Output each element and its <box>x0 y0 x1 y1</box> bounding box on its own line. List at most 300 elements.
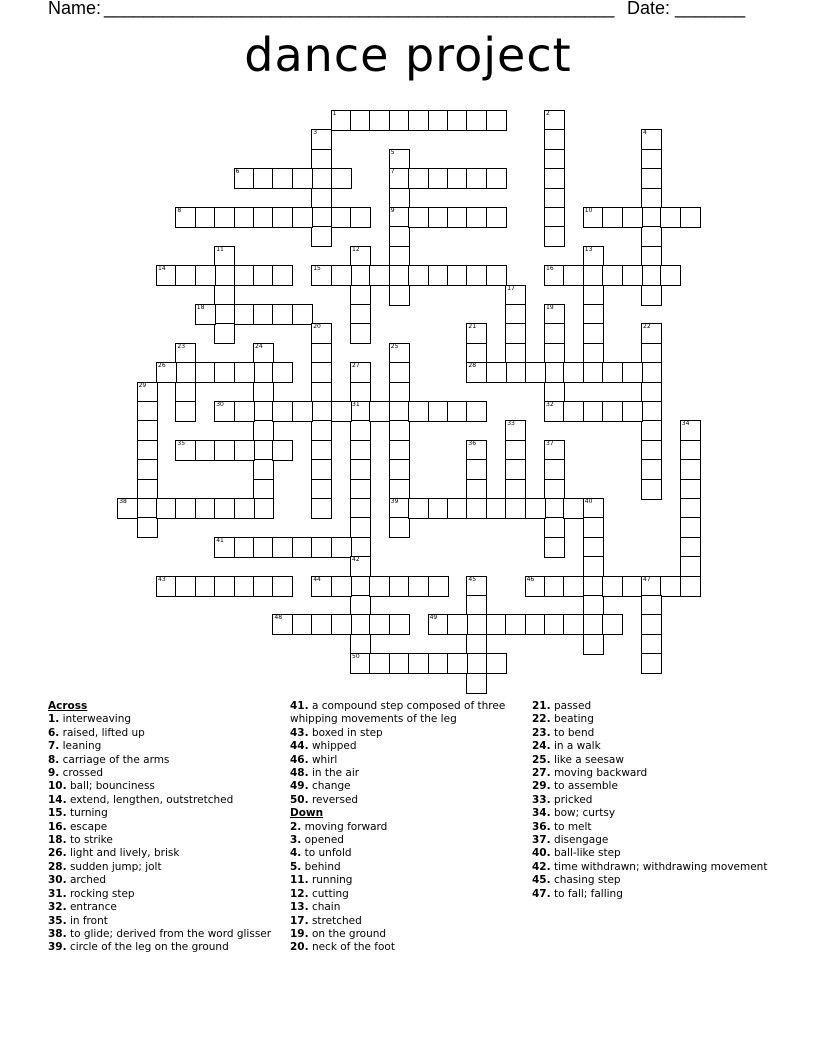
grid-cell[interactable] <box>641 246 662 267</box>
grid-cell[interactable] <box>195 362 216 383</box>
grid-cell[interactable] <box>389 498 410 519</box>
grid-cell[interactable] <box>641 265 662 286</box>
grid-cell[interactable] <box>311 129 332 150</box>
grid-cell[interactable] <box>137 382 158 403</box>
grid-cell[interactable] <box>563 576 584 597</box>
grid-cell[interactable] <box>680 207 701 228</box>
grid-cell[interactable] <box>272 401 293 422</box>
grid-cell[interactable] <box>311 401 332 422</box>
grid-cell[interactable] <box>486 362 507 383</box>
grid-cell[interactable] <box>641 207 662 228</box>
grid-cell[interactable] <box>350 246 371 267</box>
grid-cell[interactable] <box>350 401 371 422</box>
grid-cell[interactable] <box>331 614 352 635</box>
grid-cell[interactable] <box>466 323 487 344</box>
grid-cell[interactable] <box>525 362 546 383</box>
grid-cell[interactable] <box>175 576 196 597</box>
grid-cell[interactable] <box>583 285 604 306</box>
grid-cell[interactable] <box>680 420 701 441</box>
grid-cell[interactable] <box>311 537 332 558</box>
grid-cell[interactable] <box>680 556 701 577</box>
grid-cell[interactable] <box>641 479 662 500</box>
grid-cell[interactable] <box>525 498 546 519</box>
grid-cell[interactable] <box>156 265 177 286</box>
grid-cell[interactable] <box>311 576 332 597</box>
grid-cell[interactable] <box>544 459 565 480</box>
grid-cell[interactable] <box>602 614 623 635</box>
grid-cell[interactable] <box>137 401 158 422</box>
grid-cell[interactable] <box>350 459 371 480</box>
grid-cell[interactable] <box>641 129 662 150</box>
grid-cell[interactable] <box>253 382 274 403</box>
grid-cell[interactable] <box>583 207 604 228</box>
grid-cell[interactable] <box>486 207 507 228</box>
grid-cell[interactable] <box>350 576 371 597</box>
grid-cell[interactable] <box>563 614 584 635</box>
grid-cell[interactable] <box>311 420 332 441</box>
grid-cell[interactable] <box>389 459 410 480</box>
grid-cell[interactable] <box>331 576 352 597</box>
grid-cell[interactable] <box>583 498 604 519</box>
grid-cell[interactable] <box>253 498 274 519</box>
grid-cell[interactable] <box>311 323 332 344</box>
grid-cell[interactable] <box>234 168 255 189</box>
grid-cell[interactable] <box>641 168 662 189</box>
grid-cell[interactable] <box>272 440 293 461</box>
grid-cell[interactable] <box>583 323 604 344</box>
grid-cell[interactable] <box>680 576 701 597</box>
grid-cell[interactable] <box>389 207 410 228</box>
grid-cell[interactable] <box>350 537 371 558</box>
grid-cell[interactable] <box>311 479 332 500</box>
grid-cell[interactable] <box>292 168 313 189</box>
grid-cell[interactable] <box>505 362 526 383</box>
grid-cell[interactable] <box>466 362 487 383</box>
grid-cell[interactable] <box>583 595 604 616</box>
grid-cell[interactable] <box>680 498 701 519</box>
grid-cell[interactable] <box>641 653 662 674</box>
grid-cell[interactable] <box>466 207 487 228</box>
grid-cell[interactable] <box>447 498 468 519</box>
grid-cell[interactable] <box>544 129 565 150</box>
grid-cell[interactable] <box>466 401 487 422</box>
grid-cell[interactable] <box>641 285 662 306</box>
grid-cell[interactable] <box>602 401 623 422</box>
grid-cell[interactable] <box>389 149 410 170</box>
grid-cell[interactable] <box>544 362 565 383</box>
grid-cell[interactable] <box>253 304 274 325</box>
grid-cell[interactable] <box>641 343 662 364</box>
grid-cell[interactable] <box>583 343 604 364</box>
grid-cell[interactable] <box>408 653 429 674</box>
grid-cell[interactable] <box>350 382 371 403</box>
grid-cell[interactable] <box>389 362 410 383</box>
grid-cell[interactable] <box>331 265 352 286</box>
grid-cell[interactable] <box>389 382 410 403</box>
grid-cell[interactable] <box>641 149 662 170</box>
grid-cell[interactable] <box>466 673 487 694</box>
grid-cell[interactable] <box>389 479 410 500</box>
grid-cell[interactable] <box>641 323 662 344</box>
grid-cell[interactable] <box>214 285 235 306</box>
grid-cell[interactable] <box>428 498 449 519</box>
grid-cell[interactable] <box>195 265 216 286</box>
grid-cell[interactable] <box>447 614 468 635</box>
grid-cell[interactable] <box>311 343 332 364</box>
grid-cell[interactable] <box>389 265 410 286</box>
grid-cell[interactable] <box>389 653 410 674</box>
grid-cell[interactable] <box>137 459 158 480</box>
grid-cell[interactable] <box>389 246 410 267</box>
grid-cell[interactable] <box>641 362 662 383</box>
grid-cell[interactable] <box>583 246 604 267</box>
grid-cell[interactable] <box>311 459 332 480</box>
grid-cell[interactable] <box>641 188 662 209</box>
grid-cell[interactable] <box>447 265 468 286</box>
grid-cell[interactable] <box>311 168 332 189</box>
date-line[interactable]: _______ <box>675 0 746 18</box>
grid-cell[interactable] <box>544 149 565 170</box>
grid-cell[interactable] <box>234 576 255 597</box>
grid-cell[interactable] <box>137 420 158 441</box>
grid-cell[interactable] <box>389 188 410 209</box>
grid-cell[interactable] <box>292 537 313 558</box>
grid-cell[interactable] <box>447 653 468 674</box>
grid-cell[interactable] <box>466 440 487 461</box>
grid-cell[interactable] <box>563 498 584 519</box>
grid-cell[interactable] <box>583 265 604 286</box>
grid-cell[interactable] <box>680 440 701 461</box>
grid-cell[interactable] <box>272 537 293 558</box>
grid-cell[interactable] <box>408 265 429 286</box>
grid-cell[interactable] <box>660 265 681 286</box>
grid-cell[interactable] <box>253 265 274 286</box>
grid-cell[interactable] <box>544 168 565 189</box>
grid-cell[interactable] <box>369 653 390 674</box>
grid-cell[interactable] <box>311 149 332 170</box>
grid-cell[interactable] <box>466 459 487 480</box>
grid-cell[interactable] <box>563 265 584 286</box>
grid-cell[interactable] <box>311 614 332 635</box>
grid-cell[interactable] <box>331 110 352 131</box>
grid-cell[interactable] <box>389 110 410 131</box>
grid-cell[interactable] <box>234 265 255 286</box>
grid-cell[interactable] <box>350 653 371 674</box>
grid-cell[interactable] <box>641 440 662 461</box>
grid-cell[interactable] <box>622 401 643 422</box>
grid-cell[interactable] <box>175 265 196 286</box>
grid-cell[interactable] <box>466 595 487 616</box>
grid-cell[interactable] <box>350 498 371 519</box>
grid-cell[interactable] <box>544 440 565 461</box>
grid-cell[interactable] <box>544 537 565 558</box>
grid-cell[interactable] <box>214 323 235 344</box>
grid-cell[interactable] <box>389 401 410 422</box>
grid-cell[interactable] <box>544 304 565 325</box>
grid-cell[interactable] <box>272 265 293 286</box>
grid-cell[interactable] <box>602 362 623 383</box>
grid-cell[interactable] <box>350 362 371 383</box>
grid-cell[interactable] <box>214 537 235 558</box>
grid-cell[interactable] <box>292 207 313 228</box>
grid-cell[interactable] <box>156 362 177 383</box>
grid-cell[interactable] <box>466 653 487 674</box>
grid-cell[interactable] <box>350 323 371 344</box>
grid-cell[interactable] <box>195 440 216 461</box>
grid-cell[interactable] <box>137 498 158 519</box>
grid-cell[interactable] <box>544 517 565 538</box>
grid-cell[interactable] <box>253 401 274 422</box>
grid-cell[interactable] <box>660 207 681 228</box>
grid-cell[interactable] <box>466 479 487 500</box>
grid-cell[interactable] <box>234 537 255 558</box>
grid-cell[interactable] <box>602 265 623 286</box>
grid-cell[interactable] <box>175 401 196 422</box>
grid-cell[interactable] <box>660 576 681 597</box>
grid-cell[interactable] <box>466 168 487 189</box>
grid-cell[interactable] <box>641 614 662 635</box>
grid-cell[interactable] <box>292 614 313 635</box>
grid-cell[interactable] <box>428 653 449 674</box>
grid-cell[interactable] <box>583 614 604 635</box>
grid-cell[interactable] <box>389 285 410 306</box>
grid-cell[interactable] <box>350 595 371 616</box>
grid-cell[interactable] <box>137 517 158 538</box>
grid-cell[interactable] <box>331 207 352 228</box>
name-line[interactable]: ____________________________________________________ <box>104 0 615 18</box>
grid-cell[interactable] <box>311 265 332 286</box>
grid-cell[interactable] <box>563 401 584 422</box>
grid-cell[interactable] <box>195 498 216 519</box>
grid-cell[interactable] <box>350 285 371 306</box>
grid-cell[interactable] <box>175 343 196 364</box>
grid-cell[interactable] <box>292 401 313 422</box>
grid-cell[interactable] <box>447 401 468 422</box>
grid-cell[interactable] <box>544 576 565 597</box>
grid-cell[interactable] <box>214 576 235 597</box>
grid-cell[interactable] <box>408 401 429 422</box>
grid-cell[interactable] <box>311 362 332 383</box>
grid-cell[interactable] <box>156 576 177 597</box>
grid-cell[interactable] <box>466 110 487 131</box>
grid-cell[interactable] <box>350 634 371 655</box>
grid-cell[interactable] <box>253 420 274 441</box>
grid-cell[interactable] <box>563 362 584 383</box>
grid-cell[interactable] <box>350 479 371 500</box>
grid-cell[interactable] <box>408 498 429 519</box>
grid-cell[interactable] <box>447 168 468 189</box>
grid-cell[interactable] <box>544 226 565 247</box>
grid-cell[interactable] <box>350 265 371 286</box>
grid-cell[interactable] <box>272 168 293 189</box>
grid-cell[interactable] <box>428 110 449 131</box>
grid-cell[interactable] <box>369 576 390 597</box>
grid-cell[interactable] <box>641 226 662 247</box>
grid-cell[interactable] <box>175 207 196 228</box>
grid-cell[interactable] <box>525 614 546 635</box>
grid-cell[interactable] <box>253 479 274 500</box>
grid-cell[interactable] <box>641 382 662 403</box>
grid-cell[interactable] <box>214 304 235 325</box>
grid-cell[interactable] <box>408 110 429 131</box>
grid-cell[interactable] <box>331 537 352 558</box>
grid-cell[interactable] <box>583 401 604 422</box>
grid-cell[interactable] <box>680 537 701 558</box>
grid-cell[interactable] <box>331 168 352 189</box>
grid-cell[interactable] <box>544 207 565 228</box>
grid-cell[interactable] <box>389 440 410 461</box>
grid-cell[interactable] <box>350 207 371 228</box>
grid-cell[interactable] <box>641 401 662 422</box>
grid-cell[interactable] <box>602 207 623 228</box>
grid-cell[interactable] <box>544 323 565 344</box>
grid-cell[interactable] <box>680 517 701 538</box>
grid-cell[interactable] <box>389 420 410 441</box>
grid-cell[interactable] <box>234 440 255 461</box>
grid-cell[interactable] <box>505 459 526 480</box>
grid-cell[interactable] <box>466 498 487 519</box>
grid-cell[interactable] <box>369 401 390 422</box>
grid-cell[interactable] <box>253 576 274 597</box>
grid-cell[interactable] <box>641 595 662 616</box>
grid-cell[interactable] <box>641 576 662 597</box>
grid-cell[interactable] <box>544 343 565 364</box>
grid-cell[interactable] <box>253 362 274 383</box>
grid-cell[interactable] <box>544 614 565 635</box>
grid-cell[interactable] <box>272 304 293 325</box>
grid-cell[interactable] <box>486 168 507 189</box>
grid-cell[interactable] <box>505 420 526 441</box>
grid-cell[interactable] <box>311 440 332 461</box>
grid-cell[interactable] <box>311 207 332 228</box>
grid-cell[interactable] <box>466 634 487 655</box>
grid-cell[interactable] <box>428 401 449 422</box>
grid-cell[interactable] <box>292 304 313 325</box>
grid-cell[interactable] <box>369 614 390 635</box>
grid-cell[interactable] <box>428 576 449 597</box>
grid-cell[interactable] <box>447 207 468 228</box>
grid-cell[interactable] <box>272 207 293 228</box>
grid-cell[interactable] <box>253 537 274 558</box>
grid-cell[interactable] <box>622 576 643 597</box>
grid-cell[interactable] <box>486 498 507 519</box>
grid-cell[interactable] <box>583 537 604 558</box>
grid-cell[interactable] <box>234 401 255 422</box>
grid-cell[interactable] <box>175 440 196 461</box>
grid-cell[interactable] <box>641 459 662 480</box>
grid-cell[interactable] <box>389 168 410 189</box>
grid-cell[interactable] <box>466 576 487 597</box>
grid-cell[interactable] <box>583 517 604 538</box>
grid-cell[interactable] <box>544 188 565 209</box>
grid-cell[interactable] <box>350 556 371 577</box>
grid-cell[interactable] <box>428 614 449 635</box>
grid-cell[interactable] <box>234 362 255 383</box>
grid-cell[interactable] <box>234 498 255 519</box>
grid-cell[interactable] <box>350 110 371 131</box>
grid-cell[interactable] <box>466 614 487 635</box>
grid-cell[interactable] <box>195 576 216 597</box>
grid-cell[interactable] <box>195 304 216 325</box>
grid-cell[interactable] <box>408 168 429 189</box>
grid-cell[interactable] <box>175 382 196 403</box>
grid-cell[interactable] <box>156 498 177 519</box>
grid-cell[interactable] <box>214 440 235 461</box>
grid-cell[interactable] <box>234 207 255 228</box>
grid-cell[interactable] <box>389 614 410 635</box>
grid-cell[interactable] <box>583 556 604 577</box>
grid-cell[interactable] <box>602 576 623 597</box>
grid-cell[interactable] <box>505 440 526 461</box>
grid-cell[interactable] <box>350 517 371 538</box>
grid-cell[interactable] <box>544 110 565 131</box>
grid-cell[interactable] <box>350 614 371 635</box>
grid-cell[interactable] <box>350 420 371 441</box>
grid-cell[interactable] <box>486 110 507 131</box>
grid-cell[interactable] <box>137 479 158 500</box>
grid-cell[interactable] <box>137 440 158 461</box>
grid-cell[interactable] <box>253 459 274 480</box>
grid-cell[interactable] <box>214 265 235 286</box>
grid-cell[interactable] <box>505 479 526 500</box>
grid-cell[interactable] <box>350 304 371 325</box>
grid-cell[interactable] <box>272 576 293 597</box>
grid-cell[interactable] <box>505 323 526 344</box>
grid-cell[interactable] <box>466 265 487 286</box>
grid-cell[interactable] <box>486 265 507 286</box>
grid-cell[interactable] <box>389 517 410 538</box>
grid-cell[interactable] <box>369 265 390 286</box>
grid-cell[interactable] <box>641 420 662 441</box>
grid-cell[interactable] <box>214 207 235 228</box>
grid-cell[interactable] <box>408 207 429 228</box>
grid-cell[interactable] <box>505 498 526 519</box>
grid-cell[interactable] <box>272 614 293 635</box>
grid-cell[interactable] <box>428 168 449 189</box>
grid-cell[interactable] <box>389 576 410 597</box>
grid-cell[interactable] <box>311 188 332 209</box>
grid-cell[interactable] <box>331 401 352 422</box>
grid-cell[interactable] <box>466 343 487 364</box>
grid-cell[interactable] <box>428 207 449 228</box>
grid-cell[interactable] <box>195 207 216 228</box>
grid-cell[interactable] <box>641 634 662 655</box>
grid-cell[interactable] <box>428 265 449 286</box>
grid-cell[interactable] <box>389 343 410 364</box>
grid-cell[interactable] <box>622 207 643 228</box>
grid-cell[interactable] <box>583 362 604 383</box>
grid-cell[interactable] <box>505 614 526 635</box>
grid-cell[interactable] <box>544 265 565 286</box>
grid-cell[interactable] <box>253 168 274 189</box>
grid-cell[interactable] <box>311 498 332 519</box>
grid-cell[interactable] <box>350 440 371 461</box>
grid-cell[interactable] <box>369 110 390 131</box>
grid-cell[interactable] <box>214 246 235 267</box>
grid-cell[interactable] <box>505 304 526 325</box>
grid-cell[interactable] <box>525 576 546 597</box>
grid-cell[interactable] <box>253 343 274 364</box>
grid-cell[interactable] <box>583 634 604 655</box>
grid-cell[interactable] <box>253 440 274 461</box>
grid-cell[interactable] <box>389 226 410 247</box>
grid-cell[interactable] <box>214 362 235 383</box>
grid-cell[interactable] <box>311 382 332 403</box>
grid-cell[interactable] <box>544 401 565 422</box>
grid-cell[interactable] <box>544 479 565 500</box>
grid-cell[interactable] <box>311 226 332 247</box>
grid-cell[interactable] <box>505 343 526 364</box>
